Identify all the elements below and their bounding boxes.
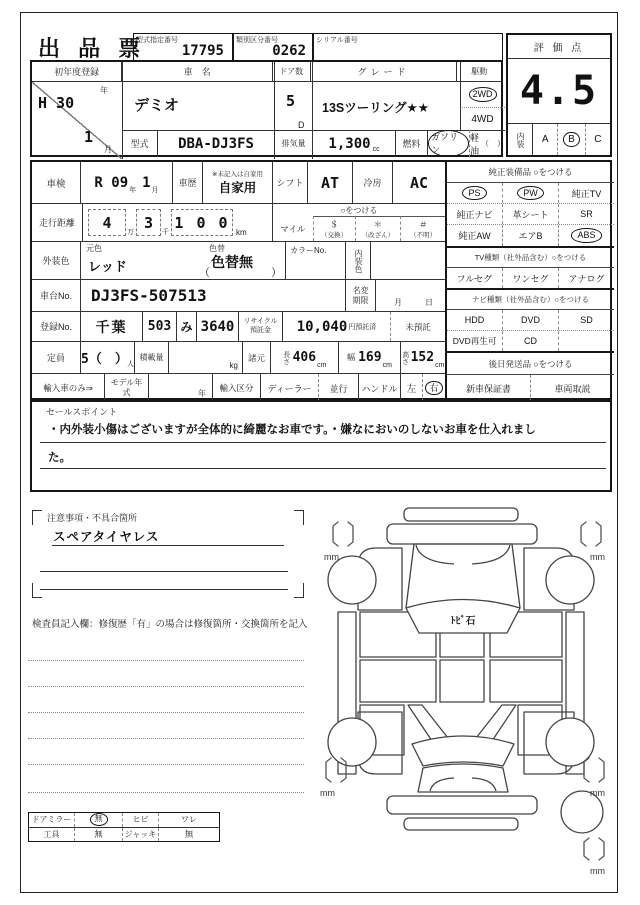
jack-value: 無 xyxy=(158,828,219,842)
car-name-label: 車 名 xyxy=(121,62,272,81)
mileage-asterisk xyxy=(355,216,401,241)
notes-value: スペアタイヤレス xyxy=(53,530,160,544)
details-table xyxy=(30,160,612,400)
not-deposited: 未預託 xyxy=(390,312,445,341)
int-color-value xyxy=(370,242,445,279)
writing-line xyxy=(28,660,304,661)
equip-abs xyxy=(558,225,614,246)
measure-bracket xyxy=(584,758,604,782)
writing-line xyxy=(28,764,304,765)
dollar-sub: （交換） xyxy=(321,232,348,239)
headlight-right xyxy=(472,545,510,564)
mm-unit: mm xyxy=(320,788,335,798)
paren-close: ） xyxy=(271,267,282,279)
ship-title: 後日発送品 ○をつける xyxy=(447,351,614,374)
chassis-label: 車台No. xyxy=(39,291,72,301)
chassis-value: DJ3FS-507513 xyxy=(80,280,345,311)
orig-color-value: レッド xyxy=(88,259,127,274)
color-no-cell xyxy=(285,242,345,279)
hood xyxy=(406,544,520,608)
mileage-sen: 3 xyxy=(136,209,161,236)
fuel-diesel xyxy=(469,130,505,157)
model-value: DBA-DJ3FS xyxy=(157,130,274,157)
model-year-label: モデル年式 xyxy=(104,374,148,402)
class-code-box xyxy=(233,33,313,62)
mileage-mark-note: ○をつける xyxy=(340,205,378,215)
equip-ps xyxy=(447,183,502,203)
break-label: ワレ xyxy=(158,813,219,827)
height-unit: cm xyxy=(435,362,445,369)
first-reg-label: 初年度登録 xyxy=(54,67,100,77)
trunk xyxy=(387,796,537,814)
equip-navi: 純正ナビ xyxy=(456,209,493,220)
capacity-number: 5（ ） xyxy=(81,352,128,367)
load-label: 積載量 xyxy=(134,342,168,373)
mileage-value xyxy=(82,204,272,241)
doors-label: ドア数 xyxy=(272,62,310,81)
history-note: ※未記入は自家用 xyxy=(212,171,263,178)
doors-value: 5 xyxy=(286,92,296,110)
height-cell xyxy=(400,342,445,373)
mileage-label: 走行距離 xyxy=(38,218,75,228)
height-value: 152 xyxy=(410,350,435,365)
bracket-corner xyxy=(294,510,304,525)
navi-sd: SD xyxy=(558,310,614,330)
spec-label: 諸元 xyxy=(242,342,270,373)
rating-label: 評 価 点 xyxy=(508,35,610,59)
drive-2wd xyxy=(460,82,505,107)
equip-aw: 純正AW xyxy=(458,231,491,241)
reg-kana: み xyxy=(176,312,196,341)
tools-label: 工具 xyxy=(43,829,60,839)
interior-grade-a: A xyxy=(532,124,557,155)
length-unit: cm xyxy=(317,362,327,369)
dollar-symbol: ＄ xyxy=(330,220,339,229)
displacement-value xyxy=(312,130,395,157)
drive-4wd: 4WD xyxy=(471,113,494,125)
jack-label: ジャッキ xyxy=(122,828,158,842)
equip-sr: SR xyxy=(558,204,614,224)
grade-value: 13Sツーリング★★ xyxy=(322,101,429,115)
recycle-unit: 円預託済 xyxy=(348,323,377,331)
door-mirror-label: ドアミラー xyxy=(31,815,72,825)
capacity-unit: 人 xyxy=(127,361,134,368)
front-panel xyxy=(387,524,537,544)
asterisk-sub: （改ざん） xyxy=(361,232,395,239)
tv-analog: アナログ xyxy=(558,268,614,288)
asterisk-symbol: ＊ xyxy=(373,220,382,229)
recycle-amount: 10,040 xyxy=(296,318,348,335)
width-label: 幅 xyxy=(347,353,356,362)
fuel-paren: （ ） xyxy=(481,139,505,148)
shaken-month-unit: 月 xyxy=(151,187,159,194)
shaken-year-unit: 年 xyxy=(129,187,137,194)
notes-label: 注意事項・不具合箇所 xyxy=(47,513,138,523)
history-text: 自家用 xyxy=(218,181,257,195)
writing-line xyxy=(28,686,304,687)
divider xyxy=(52,545,284,546)
tv-oneseg: ワンセグ xyxy=(502,268,558,288)
equip-pw xyxy=(502,183,558,203)
first-reg-year-unit: 年 xyxy=(100,86,108,95)
tv-type-title: TV種類（社外品含む）○をつける xyxy=(447,246,614,267)
sales-point-label: セールスポイント xyxy=(46,407,118,417)
model-year-value xyxy=(148,374,212,402)
interior-label: 内装 xyxy=(516,131,525,148)
mm-unit: mm xyxy=(590,552,605,562)
handle-left: 左 xyxy=(400,374,422,402)
class-code-value: 0262 xyxy=(272,43,306,59)
navi-dvd-play: DVD再生可 xyxy=(452,336,497,346)
orig-color-label: 元色 xyxy=(86,244,102,253)
cooling-label: 冷房 xyxy=(352,162,392,203)
width-cell xyxy=(338,342,400,373)
bracket-corner xyxy=(32,583,42,598)
displacement-unit: cc xyxy=(372,146,380,153)
door-mirror-value xyxy=(74,813,122,827)
length-label: 長さ xyxy=(282,350,290,365)
length-cell xyxy=(270,342,338,373)
color-change-label: 色替 xyxy=(209,244,225,253)
interior-grade-c: C xyxy=(585,124,610,155)
drive-label: 駆動 xyxy=(456,62,501,81)
length-value: 406 xyxy=(292,350,317,365)
displacement-number: 1,300 xyxy=(328,135,371,152)
stamp-circle: PW xyxy=(517,186,544,200)
ext-color-label: 外装色 xyxy=(42,256,70,266)
class-code-label: 類別区分番号 xyxy=(236,37,278,44)
divider xyxy=(40,589,288,590)
car-name-value: デミオ xyxy=(134,97,180,114)
equipment-panel xyxy=(445,162,614,402)
equipment-title: 純正装備品 ○をつける xyxy=(488,167,573,177)
shift-value: AT xyxy=(307,162,352,203)
wheel-front-right xyxy=(546,556,594,604)
rename-month: 月 xyxy=(394,298,402,307)
rear-bumper xyxy=(404,818,518,830)
color-change-value: 色替無 xyxy=(211,254,253,270)
headlight-left xyxy=(416,545,454,564)
measure-bracket xyxy=(581,522,601,546)
mileage-hash xyxy=(400,216,445,241)
shaken-value xyxy=(80,162,172,203)
color-no-label: カラーNo. xyxy=(290,246,327,255)
hash-symbol: ＃ xyxy=(419,220,428,229)
navi-cd: CD xyxy=(502,331,558,351)
stamp-circle: PS xyxy=(462,186,486,200)
serial-box xyxy=(313,33,503,62)
paren-open: （ xyxy=(199,267,210,279)
mileage-hundreds: 1 0 0 xyxy=(171,209,233,236)
roof-rear xyxy=(440,660,484,702)
door-rear-left xyxy=(360,660,436,702)
doors-sub: D xyxy=(298,120,305,130)
bracket-corner xyxy=(294,583,304,598)
history-label: 車歴 xyxy=(172,162,202,203)
import-dealer: ディーラー xyxy=(260,374,318,402)
divider xyxy=(40,468,606,469)
measure-bracket xyxy=(333,522,353,546)
writing-line xyxy=(28,738,304,739)
equip-leather: 革シート xyxy=(502,204,558,224)
import-class-label: 輸入区分 xyxy=(212,374,260,402)
mileage-man-unit: 万 xyxy=(127,229,134,236)
history-value xyxy=(202,162,272,203)
mm-unit: mm xyxy=(590,866,605,876)
width-value: 169 xyxy=(358,350,382,365)
stamp-circle: 2WD xyxy=(469,87,497,101)
shaken-label: 車検 xyxy=(46,178,66,190)
handle-right xyxy=(422,374,445,402)
divider xyxy=(460,62,461,130)
bracket-corner xyxy=(32,510,42,525)
stamp-circle: ガソリン xyxy=(428,130,469,156)
navi-empty xyxy=(558,331,614,351)
stamp-circle: B xyxy=(563,132,580,148)
rear-window xyxy=(412,736,514,766)
rating-score: 4.5 xyxy=(519,68,599,114)
shaken-era: R 09 xyxy=(94,174,129,191)
mm-unit: mm xyxy=(590,788,605,798)
writing-line xyxy=(28,712,304,713)
load-value xyxy=(168,342,242,373)
reg-number: 3640 xyxy=(196,312,238,341)
mm-unit: mm xyxy=(324,552,339,562)
model-code-label: 型式指定番号 xyxy=(136,37,178,44)
interior-grade-b xyxy=(557,124,584,155)
tools-value: 無 xyxy=(74,828,122,842)
tv-fullseg: フルセグ xyxy=(456,273,493,284)
capacity-label: 定員 xyxy=(46,353,65,363)
int-color-label: 内装色 xyxy=(345,242,370,279)
stamp-circle: 右 xyxy=(425,381,442,395)
model-year-unit: 年 xyxy=(198,389,206,398)
damage-annotation: ﾄﾋﾞ石 xyxy=(450,616,476,627)
rating-box xyxy=(506,33,612,157)
rename-deadline-value xyxy=(375,280,445,311)
serial-label: シリアル番号 xyxy=(316,37,358,44)
inspector-label: 検査員記入欄：修復歴「有」の場合は修復箇所・交換箇所を記入 xyxy=(32,619,308,630)
equip-tv: 純正TV xyxy=(558,183,614,203)
divider xyxy=(40,571,288,572)
height-label: 高さ xyxy=(401,350,409,365)
hash-sub: （不明） xyxy=(410,232,437,239)
model-code-value: 17795 xyxy=(181,43,224,59)
writing-line xyxy=(28,792,304,793)
reg-area: 千葉 xyxy=(80,312,142,341)
car-diagram xyxy=(318,498,618,896)
vehicle-table xyxy=(30,60,503,157)
sales-point-box xyxy=(30,400,612,492)
rename-deadline-label: 名変期限 xyxy=(345,280,375,311)
import-parallel: 並行 xyxy=(318,374,358,402)
reg-no-label: 登録No. xyxy=(39,322,72,332)
first-reg-cell xyxy=(32,82,122,159)
mileage-unit: km xyxy=(236,228,247,237)
wheel-rear-left xyxy=(328,718,376,766)
grade-label: グレード xyxy=(310,62,457,81)
wheel-rear-right xyxy=(546,718,594,766)
fuel-label: 燃料 xyxy=(395,130,427,157)
fuel-gasoline xyxy=(427,130,469,157)
first-reg-month-unit: 月 xyxy=(104,145,112,154)
recycle-value xyxy=(282,312,390,341)
page-title: 出 品 票 xyxy=(38,36,147,61)
cooling-value: AC xyxy=(392,162,445,203)
stamp-circle: ABS xyxy=(571,228,601,242)
accessory-table xyxy=(28,812,220,842)
model-code-box xyxy=(133,33,233,62)
width-unit: cm xyxy=(382,362,392,369)
reg-class: 503 xyxy=(142,312,176,341)
displacement-label: 排気量 xyxy=(274,130,312,157)
rename-day: 日 xyxy=(425,298,433,307)
mileage-mile: マイル xyxy=(280,223,306,234)
ext-color-cell xyxy=(80,242,285,279)
door-rear-right xyxy=(490,660,562,702)
front-bumper xyxy=(404,508,518,521)
ship-warranty: 新車保証書 xyxy=(465,384,511,394)
model-label: 型式 xyxy=(130,139,149,149)
fuel-diesel-label: 軽油 xyxy=(470,132,480,156)
import-only-label: 輸入車のみ⇒ xyxy=(43,383,93,393)
recycle-label: リサイクル預託金 xyxy=(238,312,282,341)
mileage-sen-unit: 千 xyxy=(162,229,169,236)
shaken-month: 1 xyxy=(142,174,151,191)
ship-manual: 車両取説 xyxy=(530,375,614,402)
divider xyxy=(40,442,606,443)
navi-hdd: HDD xyxy=(464,315,485,325)
capacity-value xyxy=(80,342,134,373)
stamp-circle: 無 xyxy=(90,813,108,826)
load-unit: kg xyxy=(229,361,238,370)
sales-line1: ・内外装小傷はございますが全体的に綺麗なお車です。・嫌なにおいのしないお車を仕入れまし xyxy=(48,424,536,436)
wheel-front-left xyxy=(328,556,376,604)
equip-airbag: エアB xyxy=(502,225,558,246)
navi-dvd: DVD xyxy=(502,310,558,330)
mileage-dollar xyxy=(313,216,355,241)
first-reg-era: H 30 xyxy=(38,94,75,112)
navi-type-title: ナビ種類（社外品含む）○をつける xyxy=(447,288,614,309)
shift-label: シフト xyxy=(272,162,307,203)
crack-label: ヒビ xyxy=(122,813,158,827)
handle-label: ハンドル xyxy=(358,374,400,402)
mileage-man: 4 xyxy=(88,209,126,236)
measure-bracket xyxy=(584,838,604,860)
first-reg-month: 1 xyxy=(84,128,94,146)
sales-line2: た。 xyxy=(48,452,71,464)
